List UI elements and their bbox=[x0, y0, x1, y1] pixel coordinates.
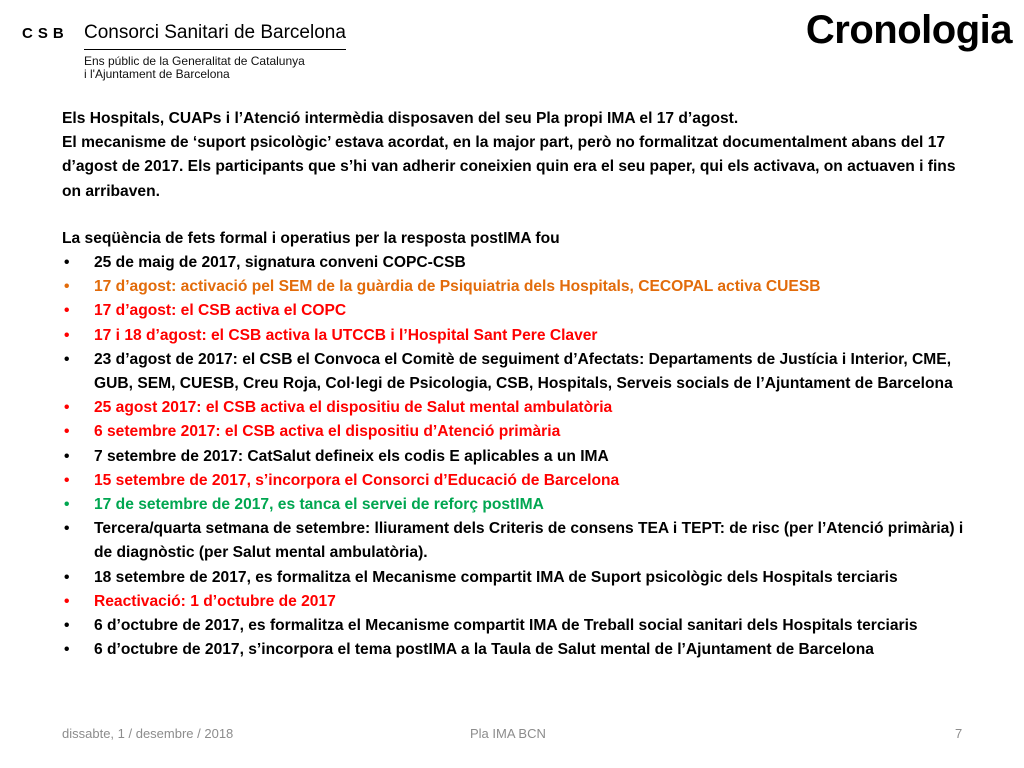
slide-title: Cronologia bbox=[805, 8, 1012, 52]
list-item bbox=[62, 445, 972, 469]
list-item-text: 23 d’agost de 2017: el CSB el Convoca el Comitè de seguiment d’Afectats: Departaments de Justícia i Interior, CME, GUB, SEM, CUESB, Creu Roja, Col·legi de Psicologia, CSB, Hospitals, Serveis socials de l’Ajuntament de Barcelona bbox=[94, 350, 953, 393]
org-name: Consorci Sanitari de Barcelona bbox=[84, 22, 346, 50]
list-item-text: 17 i 18 d’agost: el CSB activa la UTCCB i l’Hospital Sant Pere Claver bbox=[94, 326, 598, 344]
list-item-text: 25 de maig de 2017, signatura conveni COPC-CSB bbox=[94, 254, 466, 272]
list-item bbox=[62, 299, 972, 323]
intro-paragraph-2: El mecanisme de ‘suport psicològic’ estava acordat, en la major part, però no formalitzat documentalment abans del 17 d’agost de 2017. Els participants que s’hi van adherir coneixien quin era el seu paper, qui els activava, on actuaven i fins on arribaven. bbox=[62, 134, 956, 200]
list-item-text: 6 d’octubre de 2017, es formalitza el Mecanisme compartit IMA de Treball social sanitari dels Hospitals terciaris bbox=[94, 617, 918, 635]
list-item-text: 7 setembre de 2017: CatSalut defineix els codis E aplicables a un IMA bbox=[94, 447, 609, 465]
list-item bbox=[62, 420, 972, 444]
list-item bbox=[62, 348, 972, 396]
org-subtitle-2: i l'Ajuntament de Barcelona bbox=[84, 67, 230, 81]
intro-line-1: Els Hospitals, CUAPs i l’Atenció intermèdia disposaven del seu Pla propi IMA el 17 d’agost. bbox=[62, 110, 739, 127]
org-subtitle-1: Ens públic de la Generalitat de Catalunya bbox=[84, 54, 305, 68]
list-item bbox=[62, 566, 972, 590]
bullet-icon: • bbox=[64, 568, 70, 586]
bullet-icon: • bbox=[64, 399, 70, 417]
list-item-text: 18 setembre de 2017, es formalitza el Mecanisme compartit IMA de Suport psicològic dels Hospitals terciaris bbox=[94, 568, 898, 586]
bullet-icon: • bbox=[64, 423, 70, 441]
list-item-text: Tercera/quarta setmana de setembre: lliurament dels Criteris de consens TEA i TEPT: de risc (per l’Atenció primària) i de diagnòstic (per Salut mental ambulatòria). bbox=[94, 520, 964, 562]
list-item-text: 17 de setembre de 2017, es tanca el servei de reforç postIMA bbox=[94, 496, 544, 514]
bullet-icon: • bbox=[64, 520, 70, 538]
bullet-icon: • bbox=[64, 350, 70, 368]
footer-date: dissabte, 1 / desembre / 2018 bbox=[62, 726, 234, 741]
chronology-list bbox=[62, 251, 972, 662]
bullet-icon: • bbox=[64, 641, 70, 659]
logo-mark: CSB bbox=[22, 25, 69, 42]
bullet-icon: • bbox=[64, 592, 70, 610]
list-item bbox=[62, 324, 972, 348]
list-item bbox=[62, 614, 972, 638]
list-item bbox=[62, 275, 972, 299]
sequence-heading: La seqüència de fets formal i operatius per la resposta postIMA fou bbox=[62, 229, 560, 247]
bullet-icon: • bbox=[64, 326, 70, 344]
list-item bbox=[62, 396, 972, 420]
list-item bbox=[62, 517, 972, 565]
bullet-icon: • bbox=[64, 302, 70, 320]
list-item bbox=[62, 251, 972, 275]
page-number: 7 bbox=[955, 726, 963, 741]
list-item bbox=[62, 638, 972, 662]
list-item-text: 25 agost 2017: el CSB activa el dispositiu de Salut mental ambulatòria bbox=[94, 399, 613, 417]
list-item bbox=[62, 493, 972, 517]
bullet-icon: • bbox=[64, 496, 70, 514]
list-item-text: 17 d’agost: el CSB activa el COPC bbox=[94, 302, 347, 320]
list-item bbox=[62, 469, 972, 493]
bullet-icon: • bbox=[64, 278, 70, 296]
bullet-icon: • bbox=[64, 254, 70, 272]
list-item-text: 17 d’agost: activació pel SEM de la guàrdia de Psiquiatria dels Hospitals, CECOPAL activa CUESB bbox=[94, 278, 821, 296]
slide-body bbox=[62, 107, 972, 662]
bullet-icon: • bbox=[64, 447, 70, 465]
list-item bbox=[62, 590, 972, 614]
bullet-icon: • bbox=[64, 471, 70, 489]
list-item-text: 6 d’octubre de 2017, s’incorpora el tema postIMA a la Taula de Salut mental de l’Ajuntament de Barcelona bbox=[94, 641, 874, 659]
list-item-text: 6 setembre 2017: el CSB activa el dispositiu d’Atenció primària bbox=[94, 423, 561, 441]
footer-title: Pla IMA BCN bbox=[470, 726, 546, 741]
list-item-text: 15 setembre de 2017, s’incorpora el Consorci d’Educació de Barcelona bbox=[94, 471, 620, 489]
list-item-text: Reactivació: 1 d’octubre de 2017 bbox=[94, 592, 336, 610]
bullet-icon: • bbox=[64, 617, 70, 635]
spacer bbox=[62, 204, 972, 227]
